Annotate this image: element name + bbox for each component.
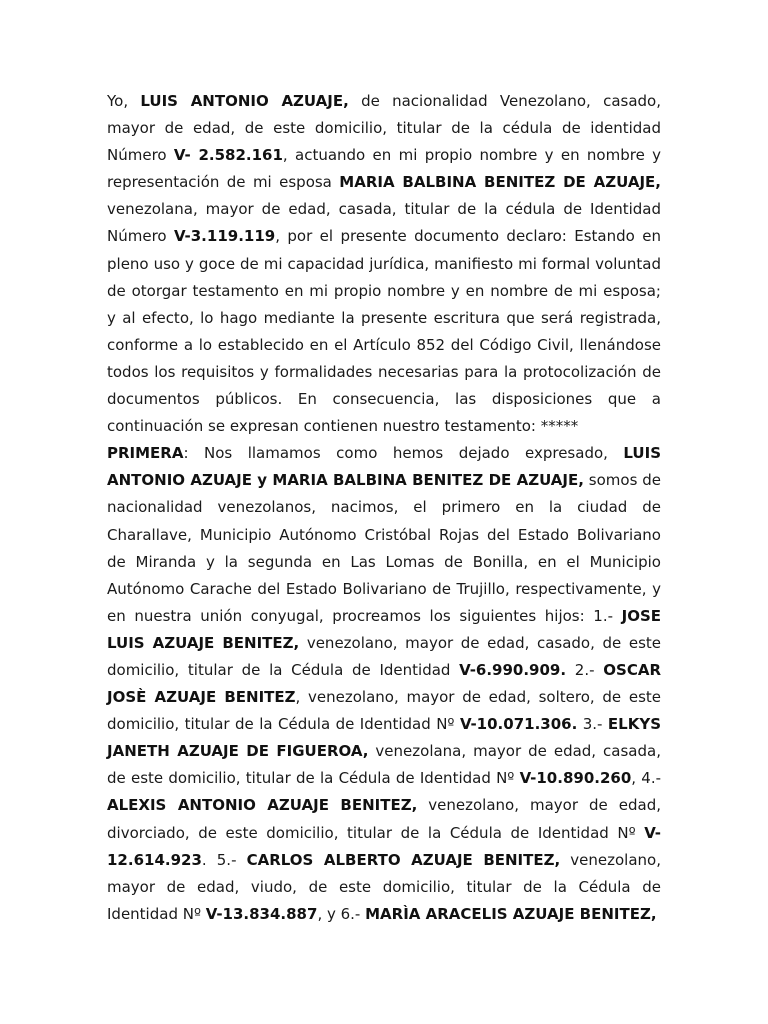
- bold-text-segment: PRIMERA: [107, 444, 184, 463]
- text-segment: : Nos llamamos como hemos dejado expresado,: [183, 444, 624, 463]
- bold-text-segment: OSCAR JOSÈ AZUAJE BENITEZ: [107, 660, 661, 707]
- text-segment: . 5.-: [201, 850, 247, 869]
- paragraph-intro: [107, 88, 661, 440]
- text-segment: 2.-: [566, 660, 604, 679]
- bold-text-segment: V-12.614.923: [107, 823, 661, 869]
- bold-text-segment: JOSE LUIS AZUAJE BENITEZ,: [107, 606, 661, 652]
- bold-text-segment: V-3.119.119: [174, 227, 276, 246]
- text-segment: , actuando en mi propio nombre y en nombre y representación de mi esposa: [107, 146, 662, 192]
- text-segment: venezolano, mayor de edad, casado, de este domicilio, titular de la Cédula de Identidad: [107, 633, 661, 679]
- text-segment: 3.-: [577, 715, 608, 734]
- bold-text-segment: V-10.071.306.: [459, 715, 578, 734]
- text-segment: , venezolano, mayor de edad, soltero, de este domicilio, titular de la Cédula de Identidad Nº: [107, 688, 662, 734]
- bold-text-segment: V-10.890.260: [519, 769, 632, 788]
- document-body: [107, 88, 661, 928]
- text-segment: de nacionalidad Venezolano, casado, mayor de edad, de este domicilio, titular de la cédula de identidad Número: [107, 92, 662, 165]
- text-segment: venezolana, mayor de edad, casada, titular de la cédula de Identidad Número: [107, 200, 661, 246]
- text-segment: venezolana, mayor de edad, casada, de este domicilio, titular de la Cédula de Identidad Nº: [107, 742, 661, 788]
- bold-text-segment: MARIA BALBINA BENITEZ DE AZUAJE,: [339, 173, 661, 192]
- text-segment: venezolano, mayor de edad, viudo, de este domicilio, titular de la Cédula de Identidad Nº: [107, 850, 661, 923]
- bold-text-segment: ALEXIS ANTONIO AZUAJE BENITEZ,: [107, 796, 418, 815]
- text-segment: venezolano, mayor de edad, divorciado, de este domicilio, titular de la Cédula de Identidad Nº: [107, 796, 661, 842]
- bold-text-segment: V-6.990.909.: [459, 660, 567, 679]
- bold-text-segment: MARÌA ARACELIS AZUAJE BENITEZ,: [365, 904, 657, 923]
- bold-text-segment: LUIS ANTONIO AZUAJE,: [140, 92, 349, 110]
- text-segment: somos de nacionalidad venezolanos, nacimos, el primero en la ciudad de Charallave, Municipio Autónomo Cristóbal Rojas del Estado Bolivariano de Miranda y la segunda en Las Lomas de Bonilla, en el Municipio Autónomo Carache del Estado Bolivariano de Trujillo, respectivamente, y en nuestra unión conyugal, procreamos los siguientes hijos: 1.-: [107, 471, 661, 625]
- bold-text-segment: CARLOS ALBERTO AZUAJE BENITEZ,: [246, 850, 561, 869]
- text-segment: , y 6.-: [317, 904, 366, 923]
- text-segment: , por el presente documento declaro: Estando en pleno uso y goce de mi capacidad jurídica, manifiesto mi formal voluntad de otorgar testamento en mi propio nombre y en nombre de mi esposa; y al efecto, lo hago mediante la presente escritura que será registrada, conforme a lo establecido en el Artículo 852 del Código Civil, llenándose todos los requisitos y formalidades necesarias para la protocolización de documentos públicos. En consecuencia, las disposiciones que a continuación se expresan contienen nuestro testamento: *****: [107, 227, 661, 436]
- bold-text-segment: LUIS ANTONIO AZUAJE y MARIA BALBINA BENITEZ DE AZUAJE,: [107, 444, 661, 490]
- text-segment: Yo,: [107, 92, 141, 110]
- bold-text-segment: ELKYS JANETH AZUAJE DE FIGUEROA,: [107, 715, 661, 761]
- text-segment: , 4.-: [631, 769, 661, 788]
- bold-text-segment: V-13.834.887: [205, 904, 318, 923]
- bold-text-segment: V- 2.582.161: [173, 146, 283, 165]
- paragraph-primera: [107, 440, 661, 928]
